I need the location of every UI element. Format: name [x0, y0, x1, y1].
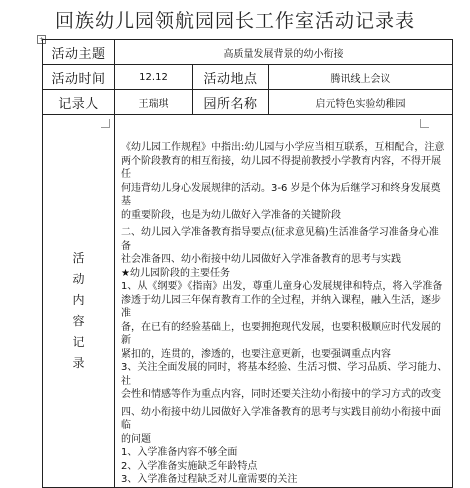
content-text-cell[interactable]	[115, 115, 453, 488]
page-title: 回族幼儿园领航园园长工作室活动记录表	[54, 10, 415, 32]
content-line: 二、幼儿园入学准备教育指导要点(征求意见稿)生活准备学习准备身心准备	[121, 227, 439, 252]
time-place-row	[43, 65, 453, 90]
content-row	[43, 115, 453, 488]
content-line: 2、入学准备实施缺乏年龄特点	[121, 460, 258, 472]
content-line: 1、从《纲要》《指南》出发，尊重儿童身心发展规律和特点，将入学准备	[121, 281, 443, 292]
content-line: 紧扣的，连贯的，渗透的，也要注意更新，也要强调重点内容	[121, 348, 391, 360]
time-value[interactable]: 12.12	[115, 65, 193, 90]
content-line: 的重要阶段，也是为幼儿做好入学准备的关键阶段	[121, 209, 341, 221]
theme-label: 活动主题	[43, 40, 115, 65]
kindergarten-label: 园所名称	[193, 90, 269, 115]
activity-record-table	[42, 39, 453, 488]
content-line: 两个阶段教育的相互衔接，幼儿园不得提前教授小学教育内容，不得开展任	[121, 155, 441, 180]
content-label: 活动内容记录	[72, 250, 85, 370]
content-line: ★幼儿园阶段的主要任务	[121, 267, 230, 279]
content-line: 《幼儿园工作规程》中指出:幼儿园与小学应当相互联系，互相配合，注意	[121, 142, 445, 153]
kindergarten-value[interactable]: 启元特色实验幼稚园	[269, 90, 453, 115]
content-line: 四、幼小衔接中幼儿园做好入学准备教育的思考与实践目前幼小衔接中面临	[121, 406, 441, 431]
content-line: 会性和情感等作为重点内容，同时还要关注幼小衔接中的学习方式的改变	[121, 389, 441, 400]
content-line: 的问题	[121, 433, 151, 445]
theme-row	[43, 40, 453, 65]
content-line: 渗透于幼儿园三年保育教育工作的全过程，并纳入课程，融入生活，逐步准	[121, 294, 441, 319]
time-label: 活动时间	[43, 65, 115, 90]
recorder-row	[43, 90, 453, 115]
content-label-cell	[43, 115, 115, 488]
crop-mark-icon	[101, 119, 110, 128]
crop-mark-icon	[420, 119, 429, 128]
content-line: 社会准备四、幼小衔接中幼儿园做好入学准备教育的思考与实践	[121, 254, 401, 265]
content-line: 何违背幼儿身心发展规律的活动。3-6 岁是个体为后继学习和终身发展奠基	[121, 182, 441, 207]
place-value[interactable]: 腾讯线上会议	[269, 65, 453, 90]
recorder-value[interactable]: 王瑞琪	[115, 90, 193, 115]
content-line: 备，在已有的经验基础上，也要拥抱现代发展，也要积极顺应时代发展的新	[121, 321, 441, 346]
recorder-label: 记录人	[43, 90, 115, 115]
content-line: 3、关注全面发展的同时，将基本经验、生活习惯、学习品质、学习能力、社	[121, 362, 448, 387]
place-label: 活动地点	[193, 65, 269, 90]
table-move-handle-icon[interactable]: +	[38, 36, 45, 43]
theme-value[interactable]: 高质量发展背景的幼小衔接	[115, 40, 453, 65]
content-body	[121, 141, 448, 487]
content-line: 1、入学准备内容不够全面	[121, 447, 238, 458]
content-line: 3、入学准备过程缺乏对儿童需要的关注	[121, 474, 298, 485]
